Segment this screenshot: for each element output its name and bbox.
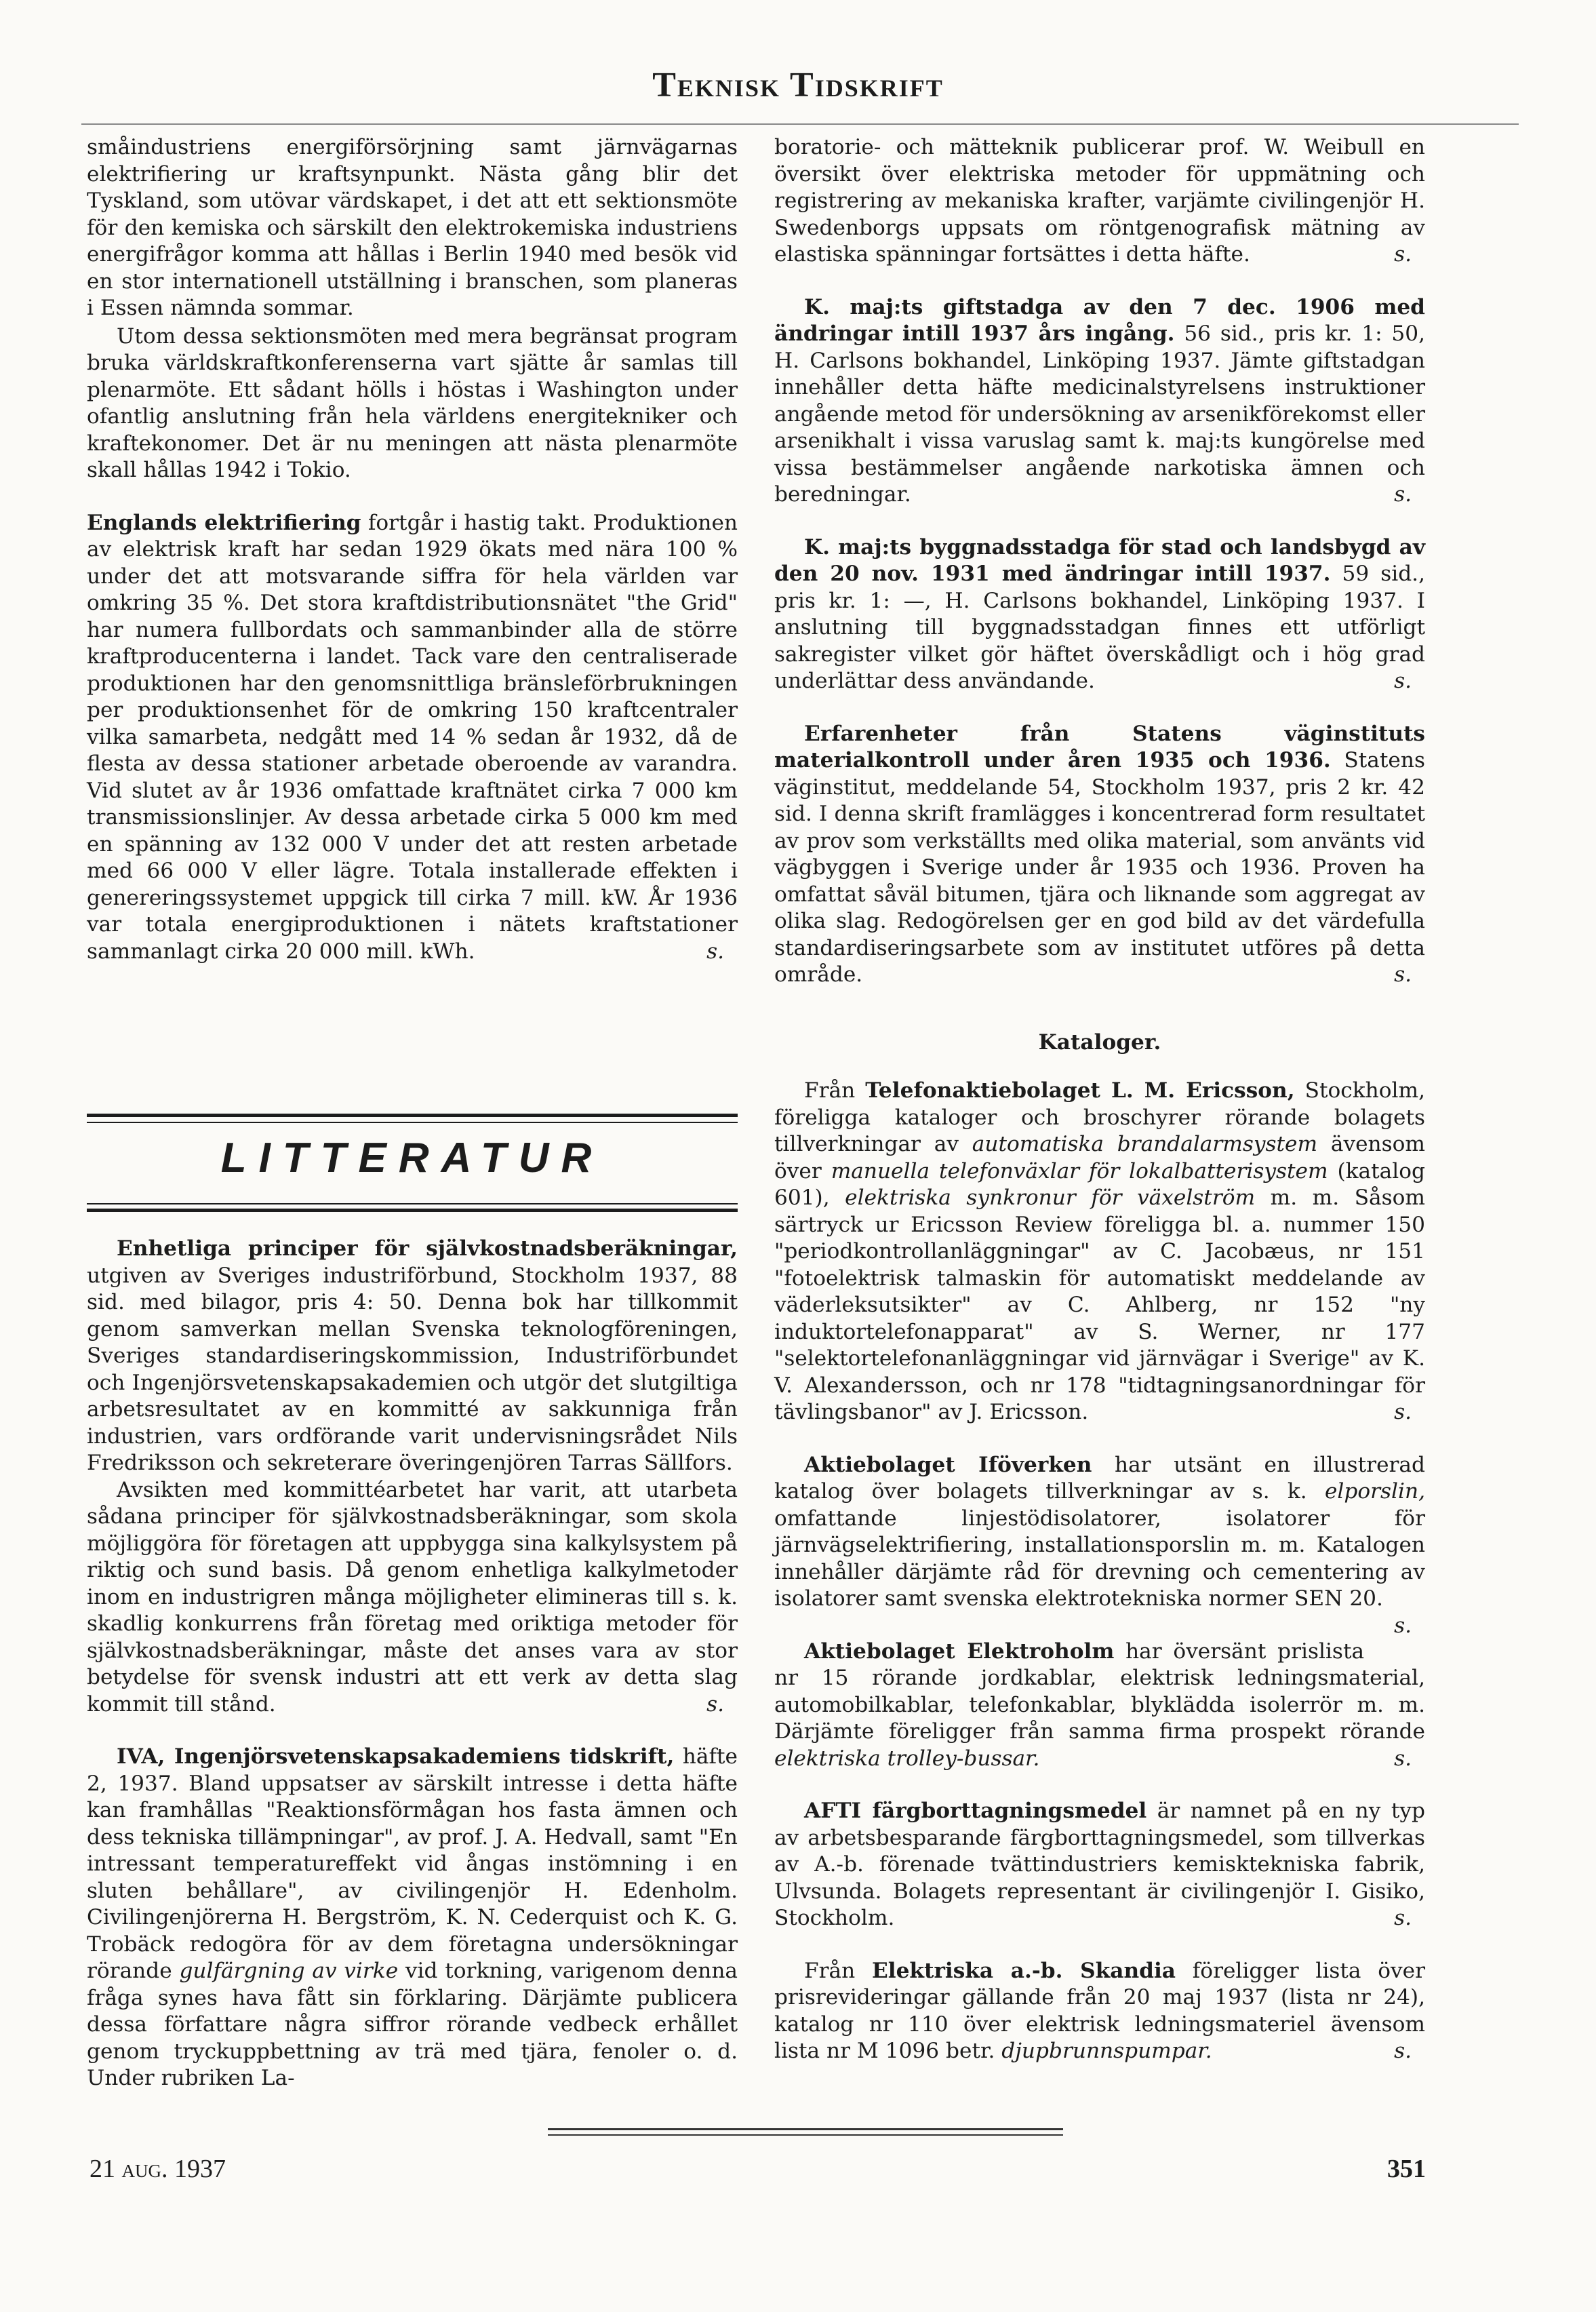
paragraph-road-institute xyxy=(774,721,1425,989)
paragraph-ifoverken xyxy=(774,1452,1425,1638)
author-signature: s. xyxy=(1394,1613,1412,1638)
paragraph-text: har utsänt en illustrerad katalog över bolagets tillverkningar av s. k. xyxy=(774,1452,1425,1504)
right-column xyxy=(774,134,1425,2091)
paragraph-emphasis: manuella telefonväxlar för lokalbatterisystem xyxy=(831,1158,1328,1183)
paragraph-text: föreligger lista över prisrevideringar gällande från 20 maj 1937 (lista nr 24), katalog nr 110 över elektrisk ledningsmateriel ävensom lista nr M 1096 betr. xyxy=(774,1958,1425,2063)
paragraph-text: utgiven av Sveriges industriförbund, Stockholm 1937, 88 sid. med bilagor, pris 4: 50. Denna bok har tillkommit genom samverkan mellan Svenska teknologföreningen, Sveriges standardiseringskommission, Industriförbundet och Ingenjörsvetenskapsakademien och utgör det slutgiltiga arbetsresultatet av en kommitté av sakkunniga från industrien, vars ordförande varit undervisningsrådet Nils Fredriksson och sekreterare överingenjören Tarras Sällfors. xyxy=(87,1263,738,1475)
paragraph-iva xyxy=(87,1744,738,2092)
header-rule xyxy=(81,123,1519,125)
paragraph-lead: Englands elektrifiering xyxy=(87,510,361,535)
author-signature: s. xyxy=(1394,669,1412,693)
footer-rule xyxy=(548,2134,1063,2136)
paragraph-power-conference xyxy=(87,134,738,322)
left-column-top xyxy=(87,134,738,991)
paragraph-lead: Erfarenheter från Statens väginstituts materialkontroll under åren 1935 och 1936. xyxy=(774,721,1425,772)
author-signature: s. xyxy=(1394,482,1412,507)
paragraph-text: häfte 2, 1937. Bland uppsatser av särskilt intresse i detta häfte kan framhållas "Reaktionsförmågan hos fasta ämnen och dess tekniska tillämpningar", av prof. J. A. Hedvall, samt "En intressant temperatureffekt vid ångas instömning i en sluten behållare", av civilingenjör H. Edenholm. Civilingenjörerna H. Bergström, K. N. Cederquist och K. G. Trobäck redogöra för av dem företagna undersökningar rörande xyxy=(87,1744,738,1983)
paragraph-plenary xyxy=(87,324,738,484)
paragraph-text: småindustriens energiförsörjning samt järnvägarnas elektrifiering ur kraftsynpunkt. Nästa gång blir det Tyskland, som utövar värdskapet, i det att ett sektionsmöte för den kemiska och särskilt den elektrokemiska industriens energifrågor komma att hållas i Berlin 1940 med besök vid en stor internationell utställning i branschen, som planeras i Essen nämnda sommar. xyxy=(87,135,738,320)
paragraph-elektroholm xyxy=(774,1639,1425,1773)
banner-rule-thin xyxy=(87,1122,738,1123)
author-signature: s. xyxy=(706,1691,724,1717)
paragraph-text: m. m. Såsom särtryck ur Ericsson Review föreligga bl. a. nummer 150 "periodkontrollanläggningar" av C. Jacobæus, nr 151 "fotoelektrisk talmaskin för automatiskt meddelande av väderleksutsikter" av C. Ahlberg, nr 152 "ny induktortelefonapparat" av S. Werner, nr 177 "selektortelefonanläggningar vid järnvägar i Sverige" av K. V. Alexandersson, och nr 178 "tidtagningsanordningar för tävlingsbanor" av J. Ericsson. xyxy=(774,1186,1426,1424)
author-signature: s. xyxy=(1394,242,1412,267)
paragraph-text: Statens väginstitut, meddelande 54, Stockholm 1937, pris 2 kr. 42 sid. I denna skrift framlägges i koncentrerad form resultatet av prov som verkställts med olika material, som använts vid vägbyggen i Sverige under år 1935 och 1936. Proven ha omfattat såväl bitumen, tjära och liknande som aggregat av olika slag. Redogörelsen ger en god bild av det värdefulla standardiseringsarbete som av institutet utföres på detta område. xyxy=(774,748,1425,987)
paragraph-building-statute xyxy=(774,534,1425,695)
paragraph-text: Utom dessa sektionsmöten med mera begränsat program bruka världskraftkonferenserna vart sjätte år samlas till plenarmöte. Ett sådant hölls i höstas i Washington under ofantlig anslutning från hela världens energitekniker och kraftekonomer. Det är nu meningen att nästa plenarmöte skall hållas 1942 i Tokio. xyxy=(87,324,738,482)
paragraph-emphasis: elektriska synkronur för växelström xyxy=(845,1186,1256,1210)
paragraph-skandia xyxy=(774,1958,1425,2065)
paragraph-text: fortgår i hastig takt. Produktionen av elektrisk kraft har sedan 1929 ökats med nära 100 % under det att motsvarande siffra för hela världen var omkring 35 %. Det stora kraftdistributionsnätet "the Grid" har numera fullbordats och sammanbinder alla de större kraftproducenterna i landet. Tack vare den centraliserade produktionen har den genomsnittliga bränsleförbrukningen per produktionsenhet för de omkring 150 kraftcentraler vilka samarbeta, nedgått med 14 % sedan år 1932, då de flesta av dessa stationer arbetade oberoende av varandra. Vid slutet av år 1936 omfattade kraftnätet cirka 7 000 km transmissionslinjer. Av dessa arbetade cirka 5 000 km med en spänning av 132 000 V under det att resten arbetade med 66 000 V eller lägre. Totala installerade effekten i genereringssystemet uppgick till cirka 7 mill. kW. År 1936 var totala energiproduktionen i nätets kraftstationer sammanlagt cirka 20 000 mill. kWh. xyxy=(87,510,738,964)
paragraph-committee xyxy=(87,1477,738,1719)
left-column-bottom xyxy=(87,1236,738,2118)
author-signature: s. xyxy=(706,939,724,964)
issue-date xyxy=(89,2154,226,2184)
page-number: 351 xyxy=(1387,2155,1426,2183)
paragraph-text: boratorie- och mätteknik publicerar prof. W. Weibull en översikt över elektriska metoder för uppmätning och registrering av mekaniska krafter, varjämte civilingenjör H. Swedenborgs uppsats om röntgenografisk mätning av elastiska spänningar fortsättes i detta häfte. xyxy=(774,135,1425,267)
catalogues-heading: Kataloger. xyxy=(1038,1030,1161,1055)
paragraph-lead: K. maj:ts byggnadsstadga för stad och landsbygd av den 20 nov. 1931 med ändringar intill 1937. xyxy=(774,534,1425,586)
paragraph-lead: AFTI färgborttagningsmedel xyxy=(804,1799,1147,1823)
paragraph-text: Stockholm, föreligga kataloger och broschyrer rörande bolagets tillverkningar av xyxy=(774,1078,1425,1156)
paragraph-poison-statute xyxy=(774,294,1425,509)
paragraph-emphasis: djupbrunnspumpar. xyxy=(1001,2039,1212,2063)
paragraph-text: omfattande linjestödisolatorer, isolatorer för järnvägselektrifiering, installationsporslin m. m. Katalogen innehåller därjämte råd för drevning och cementering av isolatorer samt svenska elektrotekniska normer SEN 20. xyxy=(774,1506,1425,1611)
paragraph-lead: Elektriska a.-b. Skandia xyxy=(871,1958,1176,1983)
paragraph-text: 59 sid., pris kr. 1: —, H. Carlsons bokhandel, Linköping 1937. I anslutning till byggnadsstadgan finnes ett utförligt sakregister vilket gör häftet överskådligt och i hög grad underlättar dess användande. xyxy=(774,562,1425,693)
litteratur-banner xyxy=(87,1114,738,1215)
author-signature: s. xyxy=(1394,2039,1412,2063)
author-signature: s. xyxy=(1394,1906,1412,1930)
issue-month: aug. xyxy=(121,2155,168,2183)
paragraph-emphasis: gulfärgning av virke xyxy=(179,1959,399,1983)
section-title: LITTERATUR xyxy=(220,1135,604,1181)
paragraph-text: har översänt prislista nr 15 rörande jordkablar, elektrisk ledningsmaterial, automobilkablar, telefonkablar, blyklädda isolerrör m. m. Därjämte föreligger från samma firma prospekt rörande xyxy=(774,1639,1425,1744)
footer-rule xyxy=(548,2128,1063,2130)
issue-year: 1937 xyxy=(174,2155,226,2183)
paragraph-emphasis: elporslin, xyxy=(1324,1479,1425,1504)
banner-rule-thin xyxy=(87,1203,738,1204)
issue-day: 21 xyxy=(89,2155,115,2183)
paragraph-iva-continued xyxy=(774,134,1425,269)
paragraph-text: Avsikten med kommittéarbetet har varit, att utarbeta sådana principer för självkostnadsberäkningar, som skola möjliggöra för företagen att uppbygga sina kalkylsystem på riktig och sund basis. Då genom enhetliga kalkylmetoder inom en industrigren många möjligheter elimineras till s. k. skadlig konkurrens från företag med oriktiga metoder för självkostnadsberäkningar, måste det anses vara av stor betydelse för svensk industri att ett verk av detta slag kommit till stånd. xyxy=(87,1477,738,1717)
paragraph-england xyxy=(87,510,738,966)
author-signature: s. xyxy=(1394,962,1412,987)
paragraph-emphasis: automatiska brandalarmsystem xyxy=(972,1132,1318,1156)
paragraph-emphasis: elektriska trolley-bussar. xyxy=(774,1746,1040,1771)
paragraph-lead: Aktiebolaget Iföverken xyxy=(804,1452,1092,1477)
paragraph-text: Från xyxy=(804,1958,872,1983)
paragraph-text: är namnet på en ny typ av arbetsbesparande färgborttagningsmedel, som tillverkas av A.-b. förenade tvättindustriers kemisktekniska fabrik, Ulvsunda. Bolagets representant är civilingenjör I. Gisiko, Stockholm. xyxy=(774,1799,1425,1930)
author-signature: s. xyxy=(1394,1400,1412,1424)
paragraph-lead: K. maj:ts giftstadga av den 7 dec. 1906 med ändringar intill 1937 års ingång. xyxy=(774,294,1425,346)
paragraph-lead: IVA, Ingenjörsvetenskapsakademiens tidskrift, xyxy=(117,1744,675,1769)
paragraph-self-cost xyxy=(87,1236,738,1477)
paragraph-afti xyxy=(774,1798,1425,1932)
author-signature: s. xyxy=(1394,1746,1412,1771)
paragraph-lead: Aktiebolaget Elektroholm xyxy=(804,1639,1115,1664)
paragraph-text: ävensom över xyxy=(774,1132,1425,1183)
banner-rule-thick xyxy=(87,1209,738,1212)
paragraph-text: 56 sid., pris kr. 1: 50, H. Carlsons bokhandel, Linköping 1937. Jämte giftstadgan innehåller detta häfte medicinalstyrelsens instruktioner angående metod för undersökning av arsenikförekomst eller arsenikhalt i vissa varuslag samt k. maj:ts kungörelse med vissa bestämmelser angående narkotiska ämnen och beredningar. xyxy=(774,321,1426,507)
paragraph-text: Från xyxy=(804,1078,866,1103)
paragraph-lead: Telefonaktiebolaget L. M. Ericsson, xyxy=(865,1078,1295,1103)
banner-rule-thick xyxy=(87,1114,738,1117)
journal-header: Teknisk Tidskrift xyxy=(652,66,944,104)
paragraph-ericsson xyxy=(774,1078,1425,1426)
paragraph-text: vid torkning, varigenom denna fråga synes hava fått sin förklaring. Därjämte publicera dessa författare några siffror rörande vedbeck erhållet genom tryckuppbettning av trä med tjära, fenoler o. d. Under rubriken La- xyxy=(87,1959,738,2090)
paragraph-lead: Enhetliga principer för självkostnadsberäkningar, xyxy=(117,1236,738,1261)
paragraph-text: (katalog 601), xyxy=(774,1158,1425,1210)
